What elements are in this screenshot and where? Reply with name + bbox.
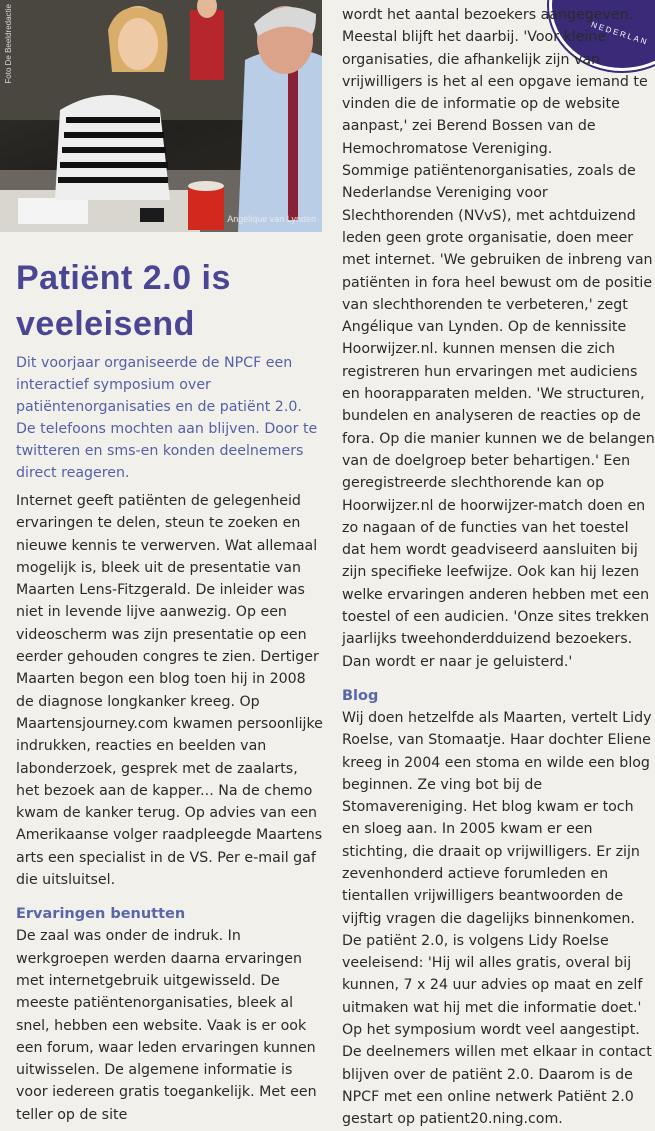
article-intro: Dit voorjaar organiseerde de NPCF een interactief symposium over patiëntenorganisaties en de patiënt 2.0. De telefoons mochten aan blijven. Door te twitteren en sms-en konden deelnemers direct reageren.: [16, 355, 318, 481]
subhead-ervaringen: Ervaringen benutten: [16, 906, 186, 923]
right-paragraph-1: wordt het aantal bezoekers aangegeven. Meestal blijft het daarbij. 'Voor kleine organisaties, die afhankelijk zijn van vrijwilligers is het al een opgave iemand te vinden die de informatie op de website aanpast,' zei Berend Bossen van de Hemochromatose Vereniging.: [342, 7, 648, 157]
left-paragraph-1: Internet geeft patiënten de gelegenheid ervaringen te delen, steun te zoeken en nieuwe kennis te verwerven. Wat allemaal mogelijk is, bleek uit de presentatie van Maarten Lens-Fitzgerald. De inleider was niet in levende lijve aanwezig. Op een videoscherm was zijn presentatie op een eerder gehouden congres te zien. Dertiger Maarten begon een blog toen hij in 2008 de diagnose longkanker kreeg. Op Maartensjourney.com kwamen persoonlijke indrukken, reacties en beelden van labonderzoek, gesprek met de zaalarts, het bezoek aan de kapper... Na de chemo kwam de kanker terug. Op advies van een Amerikaanse volger raadpleegde Maartens arts een specialist in de VS. Per e-mail gaf die uitsluitsel.: [16, 493, 323, 889]
right-column: [342, 4, 655, 1131]
left-paragraph-2: De zaal was onder de indruk. In werkgroepen werden daarna ervaringen met internetgebruik uitgewisseld. De meeste patiëntenorganisaties, bleek al snel, hebben een website. Vaak is er ook een forum, waar leden ervaringen kunnen uitwisselen. De algemene informatie is voor iedereen gratis toegankelijk. Met een teller op de site: [16, 928, 317, 1123]
photo-caption: Angélique van Lynden: [227, 214, 316, 224]
photo-credit: Foto De Beeldredactie: [4, 4, 13, 84]
photo-scene: [0, 0, 322, 232]
left-column: [16, 490, 324, 1126]
seal-lettering: NEDERLAN: [590, 20, 650, 47]
headline-line-1: Patiënt 2.0 is: [16, 259, 231, 297]
article-photo: [0, 0, 322, 232]
right-paragraph-2: Sommige patiëntenorganisaties, zoals de Nederlandse Vereniging voor Slechthorenden (NVvS), met achtduizend leden geen grote organisatie, doen meer met internet. 'We gebruiken de inbreng van patiënten in fora heel bewust om de positie van slechthorenden te verbeteren,' zegt Angélique van Lynden. Op de kennissite Hoorwijzer.nl. kunnen mensen die zich registreren hun ervaringen met audiciens en hoorapparaten melden. 'We structuren, bundelen en analyseren de reacties op de fora. Op die manier kunnen we de belangen van de doelgroep beter behartigen.' Een geregistreerde slechthorende kan op Hoorwijzer.nl de hoorwijzer-match doen en zo nagaan of de functies van het toestel dat hem wordt geadviseerd aansluiten bij zijn specifieke leefwijze. Ook kan hij lezen welke ervaringen anderen hebben met een toestel of een audicien. 'Onze sites trekken jaarlijks tweehonderdduizend bezoekers. Dan wordt er naar je geluisterd.': [342, 163, 655, 670]
right-paragraph-3: Wij doen hetzelfde als Maarten, vertelt Lidy Roelse, van Stomaatje. Haar dochter Eliene kreeg in 2004 een stoma en wilde een blog beginnen. Ze ving bot bij de Stomavereniging. Het blog kwam er toch en sloeg aan. In 2005 kwam er een stichting, die draait op vrijwilligers. Er zijn zevenhonderd actieve forumleden en tientallen vrijwilligers beantwoorden de vijftig vragen die dagelijks binnenkomen. De patiënt 2.0, is volgens Lidy Roelse veeleisend: 'Hij wil alles gratis, overal bij kunnen, 7 x 24 uur advies op maat en zelf uitmaken wat hij met die informatie doet.' Op het symposium wordt veel aangestipt. De deelnemers willen met elkaar in contact blijven over de patiënt 2.0. Daarom is de NPCF met een online netwerk Patiënt 2.0 gestart op patient20.ning.com.: [342, 709, 652, 1128]
subhead-blog: Blog: [342, 687, 379, 704]
headline-line-2: veeleisend: [16, 305, 195, 343]
article-headline: [16, 255, 316, 347]
